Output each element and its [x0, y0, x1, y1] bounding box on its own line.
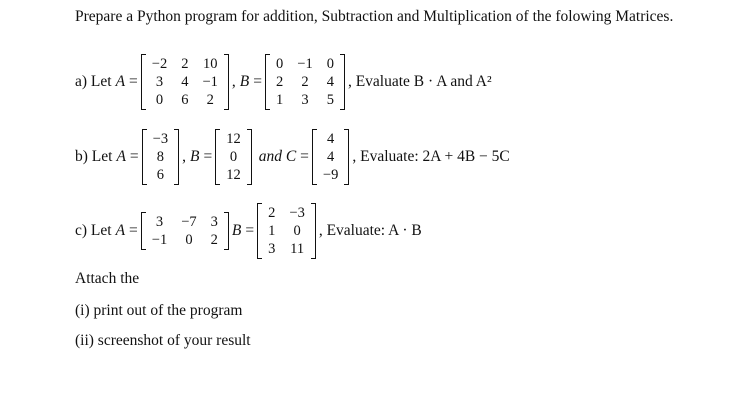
matrix-cell: 6: [156, 167, 165, 183]
matrix-cell: 12: [226, 131, 241, 147]
matrix-a-a: [141, 54, 229, 110]
matrix-b-c: [312, 129, 349, 185]
matrix-cell: 0: [229, 149, 238, 165]
part-b-var-a: A: [116, 148, 126, 165]
part-b-eq-c: =: [300, 148, 309, 165]
matrix-cell: −1: [297, 56, 313, 72]
part-c-eq-a: =: [129, 222, 138, 239]
part-b-eq-a: =: [129, 148, 139, 165]
matrix-cell: −3: [152, 131, 169, 147]
matrix-cell: 3: [210, 214, 218, 230]
matrix-cell: 4: [181, 74, 189, 90]
matrix-cell: 3: [155, 214, 164, 230]
part-a-sep: ,: [231, 73, 236, 90]
matrix-cell: 1: [268, 223, 276, 239]
matrix-cell: 0: [276, 56, 284, 72]
matrix-cell: −9: [322, 167, 339, 183]
matrix-cell: 1: [276, 92, 284, 108]
matrix-b-b: [215, 129, 252, 185]
matrix-cell: 2: [276, 74, 284, 90]
matrix-cell: 3: [301, 92, 309, 108]
part-b-sep: ,: [182, 148, 186, 165]
matrix-cell: 4: [326, 74, 334, 90]
part-c-evaluate: , Evaluate: A · B: [318, 222, 422, 239]
matrix-a-b: [265, 54, 345, 110]
matrix-cell: 6: [181, 92, 189, 108]
attach-item-2: (ii) screenshot of your result: [75, 332, 251, 349]
intro-text: Prepare a Python program for addition, Subtraction and Multiplication of the folowing Matrices.: [75, 8, 674, 25]
part-b-and-c: and C: [258, 148, 297, 165]
attach-item-1: (i) print out of the program: [75, 302, 243, 319]
matrix-cell: 2: [181, 56, 189, 72]
matrix-cell: 0: [185, 232, 193, 248]
part-c-var-a: A: [115, 222, 126, 239]
attach-heading: Attach the: [75, 270, 140, 287]
matrix-cell: −1: [202, 74, 218, 90]
part-b-eq-b: =: [203, 148, 213, 165]
matrix-cell: 0: [155, 92, 164, 108]
matrix-c-a: [141, 212, 229, 250]
matrix-cell: 12: [226, 167, 241, 183]
part-b-prefix: b) Let: [75, 148, 113, 165]
matrix-cell: 10: [202, 56, 218, 72]
part-a-eq-a: =: [129, 73, 138, 90]
matrix-cell: 2: [210, 232, 218, 248]
matrix-cell: 8: [156, 149, 165, 165]
matrix-b-a: [142, 129, 179, 185]
matrix-cell: 0: [326, 56, 334, 72]
matrix-cell: 3: [155, 74, 164, 90]
matrix-cell: 2: [301, 74, 309, 90]
matrix-cell: 4: [327, 131, 335, 147]
part-b: [75, 129, 510, 185]
part-c-eq-b: =: [245, 222, 255, 239]
part-a-eq-b: =: [253, 73, 263, 90]
matrix-cell: −2: [151, 56, 168, 72]
part-a: [75, 54, 492, 110]
part-a-var-b: B: [239, 73, 250, 90]
part-c-var-b: B: [231, 222, 242, 239]
matrix-cell: 2: [268, 205, 276, 221]
part-a-var-a: A: [115, 73, 126, 90]
matrix-cell: 4: [327, 149, 335, 165]
matrix-cell: 11: [290, 241, 305, 257]
matrix-cell: 5: [326, 92, 334, 108]
matrix-cell: −1: [151, 232, 168, 248]
part-c-prefix: c) Let: [75, 222, 112, 239]
matrix-cell: −7: [181, 214, 197, 230]
matrix-cell: 2: [206, 92, 214, 108]
matrix-cell: 3: [268, 241, 276, 257]
matrix-c-b: [257, 203, 316, 259]
part-b-evaluate: , Evaluate: 2A + 4B − 5C: [352, 148, 510, 165]
part-a-evaluate: , Evaluate B · A and A²: [347, 73, 492, 90]
matrix-cell: 0: [293, 223, 301, 239]
matrix-cell: −3: [289, 205, 305, 221]
part-a-prefix: a) Let: [75, 73, 112, 90]
part-b-var-b: B: [189, 148, 200, 165]
part-c: [75, 203, 422, 259]
